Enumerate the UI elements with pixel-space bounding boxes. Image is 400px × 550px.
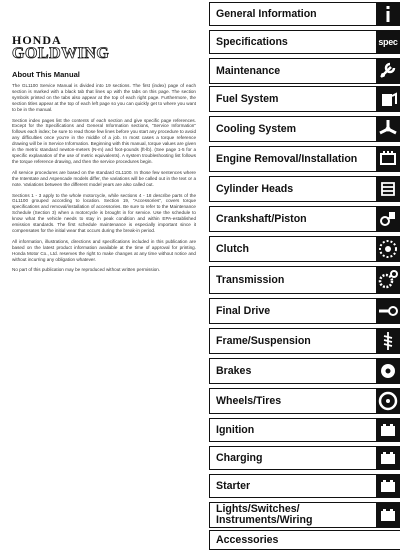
paragraph: The GL1100 Service Manual is divided into 19 sections. The first (index) page of each section is marked with a black tab that lines up with the tabs on this page. The section symbols printed on the tabs also appear at the top of each right page. Furthermore, the section titles appear at the top of each left page so you can quickly get to where you want to be in the manual. (12, 83, 196, 112)
section-tab-starter[interactable] (209, 474, 400, 498)
paragraph: No part of this publication may be reproduced without written permission. (12, 267, 161, 273)
section-label: Maintenance (216, 64, 281, 77)
paragraph: All information, illustrations, directions and specifications included in this publication are based on the latest product information available at the time of approval for printing. Honda Motor Co., Ltd. reserves the right to make changes at any time without notice and without incurring any obligation whatever. (12, 238, 196, 262)
section-tab-final-drive[interactable] (209, 298, 400, 324)
section-label: Cooling System (216, 122, 297, 135)
section-label: Starter (216, 479, 251, 492)
section-label: Lights/Switches/ Instruments/Wiring (216, 503, 313, 526)
crankshaft-icon (376, 207, 400, 231)
section-label: General Information (216, 7, 317, 20)
section-index (209, 0, 400, 546)
section-label: Specifications (216, 35, 288, 48)
section-tab-fuel-system[interactable] (209, 86, 400, 112)
section-tab-maintenance[interactable] (209, 58, 400, 84)
section-tab-lights-switches-instruments-wiring[interactable] (209, 502, 400, 528)
section-tab-charging[interactable] (209, 446, 400, 470)
wrench-icon (376, 59, 400, 83)
section-tab-frame-suspension[interactable] (209, 328, 400, 354)
gears-icon (376, 267, 400, 293)
info-icon (376, 3, 400, 25)
section-label: Accessories (216, 533, 279, 546)
section-tab-brakes[interactable] (209, 358, 400, 384)
section-label: Charging (216, 451, 263, 464)
section-label: Wheels/Tires (216, 394, 282, 407)
accessories-tab (376, 531, 400, 549)
section-label: Brakes (216, 364, 252, 377)
section-label: Ignition (216, 423, 255, 436)
section-label: Crankshaft/Piston (216, 212, 307, 225)
suspension-icon (376, 329, 400, 353)
section-tab-specifications[interactable] (209, 30, 400, 54)
section-label: Cylinder Heads (216, 182, 294, 195)
section-tab-accessories[interactable] (209, 530, 400, 550)
cylinder-head-icon (376, 177, 400, 201)
spec-icon (376, 31, 400, 53)
section-label: Clutch (216, 242, 249, 255)
spec-tab-text: spec (378, 37, 398, 47)
about-body (12, 83, 196, 278)
left-column (12, 0, 196, 539)
honda-brand-text: HONDA (12, 33, 62, 47)
honda-goldwing-logo (12, 34, 132, 64)
engine-icon (376, 147, 400, 171)
battery-icon (376, 447, 400, 469)
goldwing-model-text: GOLDWING (12, 45, 110, 62)
section-label: Engine Removal/Installation (216, 152, 358, 165)
brake-disc-icon (376, 359, 400, 383)
clutch-icon (376, 237, 400, 261)
battery-icon (376, 475, 400, 497)
section-tab-cylinder-heads[interactable] (209, 176, 400, 202)
fan-icon (376, 117, 400, 141)
wheel-icon (376, 389, 400, 413)
section-tab-engine-removal-installation[interactable] (209, 146, 400, 172)
battery-icon (376, 419, 400, 441)
section-tab-general-information[interactable] (209, 2, 400, 26)
section-tab-transmission[interactable] (209, 266, 400, 294)
section-label: Transmission (216, 273, 285, 286)
section-label: Frame/Suspension (216, 334, 311, 347)
section-label: Final Drive (216, 304, 271, 317)
section-tab-wheels-tires[interactable] (209, 388, 400, 414)
section-tab-cooling-system[interactable] (209, 116, 400, 142)
page-title: About This Manual (12, 70, 80, 79)
section-tab-crankshaft-piston[interactable] (209, 206, 400, 232)
section-tab-ignition[interactable] (209, 418, 400, 442)
battery-icon (376, 503, 400, 527)
section-tab-clutch[interactable] (209, 236, 400, 262)
paragraph: Sections 1 - 3 apply to the whole motorcycle, while sections 4 - 18 describe parts of the GL1100 grouped according to location. Section 19, "Accessories", covers torque specifications and removal/installation of accessories. Be sure to refer to the Maintenance Schedule (Section 3) when a motorcycle is brought in for service. Use the schedule to know what the vehicle needs to stay in peak condition and within EPA-established emission standards. The first schedule maintenance is especially important since it compensates for the initial wear that occurs during the break-in period. (12, 192, 196, 233)
paragraph: Section index pages list the contents of each section and give specific page references. Except for the Specifications and General Information sections, "Service Information" follows each index; be sure to read those few lines before you start any procedure to avoid any difficulties once you're in the middle of a job. In most cases a torque reference drawing will be in Service Information. Beginning with this manual, torque values are given in the metric standard newton-meters (N-m) and foot-pounds (ft-lb). (See page 1-5 for a specific explanation of the use of metric equivalents). A system troubleshooting list follows the torque reference drawing, and then the service procedures begin. (12, 117, 196, 164)
final-drive-icon (376, 299, 400, 323)
fuel-icon (376, 87, 400, 111)
section-label: Fuel System (216, 92, 279, 105)
paragraph: All service procedures are based on the standard GL1100. In those few sentences where the Interstate and Aspencade models differ, the variations will be called out in the text or a note. Variations between the different model years are also called out. (12, 169, 196, 187)
